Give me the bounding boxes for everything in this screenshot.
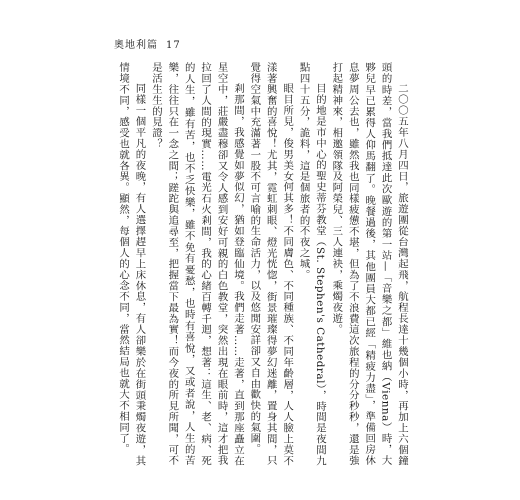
paragraph: 二〇〇五年八月四日，旅遊團從台灣起飛，航程長達十幾個小時，再加上六個鐘頭的時差，當我們抵達此次歐遊的第一站—「音樂之都」維也納（Vienna）時，大夥兒早已累得人仰馬翻了。晚餐過後，其他團員大都已經「精疲力盡」，準備回房休息夢周公去也，雖然我也同樣疲憊不堪，但為了不浪費這次旅程的分分秒秒，還是強打起精神來，相邀領隊及阿榮兒、三人連袂，乘燭夜遊。 [330,62,408,466]
running-header [114,36,181,51]
section-title: 奧地利篇 [114,40,158,51]
page-number: 17 [166,40,181,51]
paragraph: 剎那間，我感覺如夢似幻，猶如登臨仙境。我們走著……走著，直到那座矗立在星空中，莊嚴盡穆卻又令人感到安好可親的白色教堂，突然出現在眼前時，這才把我拉回了人間的現實……電光石火剎間，我的心緒百轉千迴，想著：這生、老、病、死的人生，雖有苦，也不乏快樂，雖不免有憂愁，也時有喜悅，又或者說，人生的苦樂，往往只在一念之間；蹉跎與追尋至，把握當下最為實！而今夜的所見所聞，可不是活生生的見證？ [149,62,244,466]
paragraph: 眼目所見，俊男美女何其多！不同膚色、不同種族、不同年齡層，人人臉上莫不漾著興奮的喜悅！尤其，霓虹刺眼、燈光恍惚，街景璀璨得夢幻迷離，置身其間，只覺得空氣中充滿著一股不可言喻的生命活力，以及悠閒安詳卻又自由歡快的氣圍。 [248,62,294,466]
paragraph: 同樣一個平凡的夜晚，有人選擇趕早上床休息，有人卻樂於在街頭秉燭夜遊，其情境不同，感受也就各異。顯然，每個人的心念不同，當然結局也就大不相同了。 [117,62,146,466]
paragraph: 目的地是市中心的聖史蒂芬教堂（St. Stephen's Cathedral），時間是夜間九點四十五分，詭料，這是個旅者的不夜之城。 [297,62,326,466]
vertical-body-text [112,62,410,466]
